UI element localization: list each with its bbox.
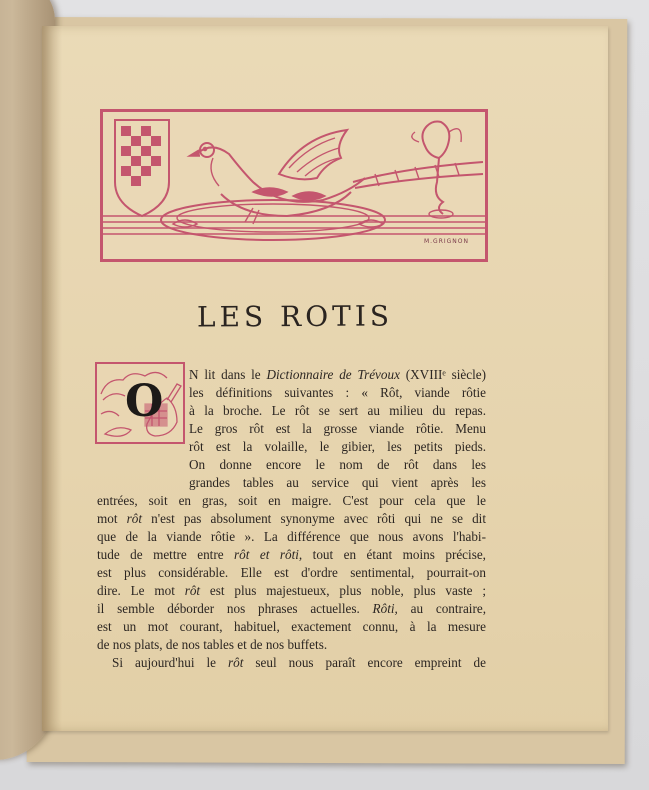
text-segment: seul nous paraît encore empreint de bbox=[243, 655, 486, 670]
text-segment: n'est pas absolument synonyme avec rôti qui ne se dit bbox=[142, 511, 486, 526]
text-line bbox=[189, 440, 486, 453]
text-italic-segment: Dictionnaire de Trévoux bbox=[266, 367, 400, 382]
text-italic-segment: rôt bbox=[184, 583, 201, 598]
text-segment: N lit dans le bbox=[189, 367, 267, 382]
text-segment: est plus considérable. Elle est d'ordre sentimental, pourrait-on bbox=[97, 565, 486, 580]
text-segment: tude de mettre entre bbox=[97, 547, 235, 562]
text-segment: est plus majestueux, plus noble, plus vaste ; bbox=[200, 583, 486, 598]
text-segment: grandes tables au service qui vient après les bbox=[189, 475, 486, 490]
text-segment: les définitions suivantes : « Rôt, viande rôtie bbox=[189, 385, 486, 400]
text-segment: mot bbox=[97, 511, 127, 526]
text-italic-segment: rôt bbox=[126, 511, 143, 526]
text-line bbox=[97, 512, 486, 525]
text-line bbox=[97, 494, 486, 507]
chapter-title: LES ROTIS bbox=[196, 299, 394, 334]
text-segment: est un mot courant, habituel, exactement connu, à la mesure bbox=[97, 619, 486, 634]
text-line bbox=[112, 656, 486, 669]
text-segment: tout en étant moins précise, bbox=[302, 547, 486, 562]
text-italic-segment: rôt et rôti, bbox=[234, 547, 303, 562]
text-segment: dire. Le mot bbox=[97, 583, 185, 598]
text-segment: (XVIIIᵉ siècle) bbox=[399, 367, 486, 382]
text-line bbox=[97, 638, 327, 651]
text-line bbox=[189, 404, 486, 417]
text-italic-segment: Rôti, bbox=[372, 601, 398, 616]
dropcap-letter: O bbox=[125, 376, 164, 427]
header-illustration bbox=[100, 109, 488, 262]
text-italic-segment: rôt bbox=[228, 655, 244, 670]
text-line bbox=[189, 458, 486, 471]
text-segment: à la broche. Le rôt se sert au milieu du repas. bbox=[189, 403, 486, 418]
text-line bbox=[189, 476, 486, 489]
text-segment: Si aujourd'hui le bbox=[112, 655, 229, 670]
illustrator-signature: M.GRIGNON bbox=[423, 238, 469, 245]
text-segment: Le gros rôt est la grosse viande rôtie. Menu bbox=[189, 421, 486, 436]
text-line bbox=[189, 386, 486, 399]
pheasant-illustration bbox=[103, 112, 485, 259]
text-segment: entrées, soit en gras, soit en maigre. C'est pour cela que le bbox=[97, 493, 486, 508]
gutter-shadow bbox=[42, 26, 62, 731]
text-line bbox=[97, 530, 486, 543]
text-segment: que de la viande rôtie ». La différence que nous avons l'habi- bbox=[97, 529, 486, 544]
text-line bbox=[97, 548, 486, 561]
text-line bbox=[189, 368, 486, 381]
text-line bbox=[189, 422, 486, 435]
text-segment: il semble déborder nos phrases actuelles. bbox=[97, 601, 373, 616]
text-line bbox=[97, 620, 486, 633]
text-line bbox=[97, 584, 486, 597]
text-line bbox=[97, 566, 486, 579]
text-segment: de nos plats, de nos tables et de nos buffets. bbox=[97, 637, 328, 652]
dropcap-ornament bbox=[95, 362, 185, 444]
text-line bbox=[97, 602, 486, 615]
text-segment: rôt est la volaille, le gibier, les petits pieds. bbox=[189, 439, 486, 454]
text-segment: au contraire, bbox=[397, 601, 486, 616]
text-segment: On donne encore le nom de rôt dans les bbox=[189, 457, 486, 472]
